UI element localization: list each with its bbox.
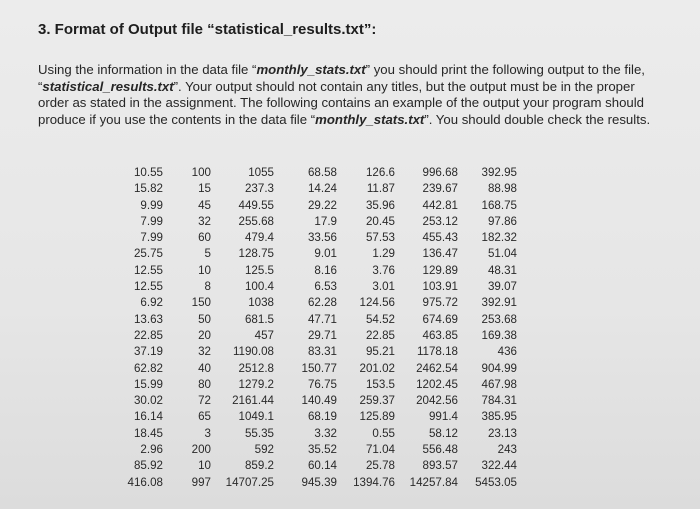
table-cell: 3.76 — [372, 263, 395, 277]
table-cell: 29.71 — [307, 328, 337, 342]
table-cell: 1279.2 — [238, 377, 274, 391]
table-cell: 182.32 — [481, 231, 517, 245]
table-cell: 592 — [254, 443, 274, 457]
table-cell: 436 — [497, 345, 517, 359]
table-cell: 103.91 — [422, 280, 458, 294]
table-row — [100, 344, 517, 360]
table-cell: 35.52 — [307, 443, 337, 457]
table-cell: 12.55 — [133, 280, 163, 294]
table-cell: 1394.76 — [353, 475, 395, 489]
table-cell: 2512.8 — [238, 361, 274, 375]
table-cell: 32 — [198, 345, 211, 359]
table-cell: 6.53 — [314, 280, 337, 294]
input-filename-2: monthly_stats.txt — [315, 111, 425, 127]
table-cell: 15.82 — [133, 182, 163, 196]
table-cell: 168.75 — [481, 198, 517, 212]
table-row — [100, 263, 517, 279]
table-cell: 996.68 — [422, 166, 458, 179]
table-cell: 556.48 — [422, 443, 458, 457]
table-cell: 22.85 — [365, 328, 395, 342]
table-cell: 20.45 — [365, 214, 395, 228]
table-cell: 58.12 — [428, 426, 458, 440]
table-cell: 416.08 — [127, 475, 163, 489]
table-row — [100, 246, 517, 262]
table-cell: 29.22 — [307, 198, 337, 212]
table-cell: 9.99 — [140, 198, 163, 212]
table-cell: 15.99 — [133, 377, 163, 391]
table-cell: 55.35 — [244, 426, 274, 440]
table-cell: 140.49 — [301, 394, 337, 408]
table-cell: 1049.1 — [238, 410, 274, 424]
table-row — [100, 328, 517, 344]
table-cell: 2.96 — [140, 443, 163, 457]
table-cell: 8 — [204, 280, 211, 294]
table-cell: 243 — [497, 443, 517, 457]
table-cell: 30.02 — [133, 394, 163, 408]
table-cell: 60 — [198, 231, 211, 245]
table-cell: 124.56 — [359, 296, 395, 310]
table-cell: 784.31 — [481, 394, 517, 408]
table-row — [100, 312, 517, 328]
table-cell: 442.81 — [422, 198, 458, 212]
table-cell: 7.99 — [140, 231, 163, 245]
table-cell: 129.89 — [422, 263, 458, 277]
table-cell: 6.92 — [140, 296, 163, 310]
table-cell: 71.04 — [365, 443, 395, 457]
table-cell: 95.21 — [365, 345, 395, 359]
table-cell: 14257.84 — [409, 475, 458, 489]
table-row — [100, 361, 517, 377]
table-cell: 10.55 — [133, 166, 163, 179]
table-cell: 126.6 — [365, 166, 395, 179]
table-cell: 40 — [198, 361, 211, 375]
table-cell: 674.69 — [422, 312, 458, 326]
table-cell: 35.96 — [365, 198, 395, 212]
table-cell: 16.14 — [133, 410, 163, 424]
table-cell: 15 — [198, 182, 211, 196]
table-cell: 62.82 — [133, 361, 163, 375]
table-cell: 455.43 — [422, 231, 458, 245]
table-row — [100, 181, 517, 197]
table-cell: 997 — [191, 475, 211, 489]
table-cell: 259.37 — [359, 394, 395, 408]
table-cell: 479.4 — [244, 231, 274, 245]
section-heading: 3. Format of Output file “statistical_results.txt”: — [38, 21, 377, 38]
table-cell: 48.31 — [487, 263, 517, 277]
table-row — [100, 279, 517, 295]
table-cell: 1.29 — [372, 247, 395, 261]
table-cell: 10 — [198, 263, 211, 277]
table-cell: 54.52 — [365, 312, 395, 326]
table-cell: 25.78 — [365, 459, 395, 473]
table-cell: 125.89 — [359, 410, 395, 424]
table-cell: 255.68 — [238, 214, 274, 228]
table-cell: 0.55 — [372, 426, 395, 440]
table-cell: 322.44 — [481, 459, 517, 473]
table-cell: 169.38 — [481, 328, 517, 342]
table-cell: 1038 — [248, 296, 274, 310]
table-row — [100, 409, 517, 425]
output-filename: statistical_results.txt — [42, 78, 174, 94]
table-cell: 5 — [204, 247, 211, 261]
table-cell: 3.32 — [314, 426, 337, 440]
table-row — [100, 393, 517, 409]
table-cell: 10 — [198, 459, 211, 473]
table-cell: 33.56 — [307, 231, 337, 245]
table-cell: 1178.18 — [416, 345, 458, 359]
table-row — [100, 426, 517, 442]
table-cell: 51.04 — [487, 247, 517, 261]
table-cell: 3 — [204, 426, 211, 440]
table-cell: 125.5 — [244, 263, 274, 277]
table-cell: 150 — [191, 296, 211, 310]
table-cell: 136.47 — [422, 247, 458, 261]
table-row — [100, 165, 517, 181]
table-cell: 100.4 — [244, 280, 274, 294]
table-cell: 200 — [191, 443, 211, 457]
table-cell: 83.31 — [307, 345, 337, 359]
table-cell: 85.92 — [133, 459, 163, 473]
table-cell: 80 — [198, 377, 211, 391]
instructions-text-1: Using the information in the data file “ — [38, 62, 257, 77]
table-cell: 8.16 — [314, 263, 337, 277]
table-cell: 17.9 — [314, 214, 337, 228]
table-cell: 201.02 — [359, 361, 395, 375]
table-cell: 9.01 — [314, 247, 337, 261]
table-cell: 945.39 — [301, 475, 337, 489]
table-cell: 893.57 — [422, 459, 458, 473]
table-cell: 1202.45 — [416, 377, 458, 391]
table-cell: 681.5 — [244, 312, 274, 326]
table-row — [100, 198, 517, 214]
results-table — [100, 165, 517, 491]
table-cell: 37.19 — [133, 345, 163, 359]
table-cell: 1190.08 — [232, 345, 274, 359]
table-cell: 47.71 — [307, 312, 337, 326]
table-row — [100, 377, 517, 393]
table-cell: 14.24 — [307, 182, 337, 196]
table-cell: 65 — [198, 410, 211, 424]
output-example-table — [100, 165, 580, 491]
table-cell: 22.85 — [133, 328, 163, 342]
table-cell: 904.99 — [481, 361, 517, 375]
table-cell: 32 — [198, 214, 211, 228]
table-cell: 457 — [254, 328, 274, 342]
table-cell: 392.91 — [481, 296, 517, 310]
table-cell: 62.28 — [307, 296, 337, 310]
table-cell: 11.87 — [366, 182, 395, 196]
table-cell: 253.12 — [422, 214, 458, 228]
table-cell: 449.55 — [238, 198, 274, 212]
table-cell: 463.85 — [422, 328, 458, 342]
table-cell: 50 — [198, 312, 211, 326]
table-cell: 25.75 — [133, 247, 163, 261]
table-cell: 5453.05 — [475, 475, 517, 489]
table-cell: 14707.25 — [225, 475, 274, 489]
table-cell: 88.98 — [487, 182, 517, 196]
table-cell: 467.98 — [481, 377, 517, 391]
table-cell: 239.67 — [422, 182, 458, 196]
table-cell: 859.2 — [244, 459, 274, 473]
instructions-text-4: ”. You should double check the results. — [424, 111, 651, 127]
input-filename-1: monthly_stats.txt — [256, 62, 366, 77]
table-cell: 2042.56 — [416, 394, 458, 408]
table-row — [100, 475, 517, 491]
instructions-text-2: ” you should print the following output to the file, “ — [38, 62, 645, 94]
table-cell: 253.68 — [481, 312, 517, 326]
table-cell: 100 — [191, 166, 211, 179]
table-cell: 60.14 — [307, 459, 337, 473]
instructions-text-3: ”. Your output should not contain any titles, but the output must be in the proper order as stated in the assignment. The following contains an example of the output your program should produce if you use the contents in the data file “ — [38, 78, 645, 127]
table-cell: 991.4 — [428, 410, 458, 424]
table-cell: 13.63 — [133, 312, 163, 326]
table-cell: 7.99 — [140, 214, 163, 228]
table-cell: 2462.54 — [416, 361, 458, 375]
table-cell: 392.95 — [481, 166, 517, 179]
table-row — [100, 230, 517, 246]
table-cell: 237.3 — [244, 182, 274, 196]
table-cell: 68.58 — [307, 166, 337, 179]
table-cell: 20 — [198, 328, 211, 342]
table-row — [100, 442, 517, 458]
instructions-paragraph — [38, 62, 668, 128]
table-cell: 3.01 — [372, 280, 395, 294]
table-cell: 57.53 — [365, 231, 395, 245]
table-cell: 72 — [198, 394, 211, 408]
table-cell: 68.19 — [307, 410, 337, 424]
table-cell: 97.86 — [487, 214, 517, 228]
table-cell: 39.07 — [487, 280, 517, 294]
table-cell: 975.72 — [422, 296, 458, 310]
table-cell: 385.95 — [481, 410, 517, 424]
table-cell: 23.13 — [487, 426, 517, 440]
table-cell: 1055 — [248, 166, 274, 179]
table-row — [100, 214, 517, 230]
table-cell: 45 — [198, 198, 211, 212]
table-cell: 128.75 — [238, 247, 274, 261]
table-cell: 2161.44 — [232, 394, 274, 408]
table-cell: 12.55 — [133, 263, 163, 277]
table-cell: 150.77 — [301, 361, 337, 375]
table-row — [100, 295, 517, 311]
table-cell: 76.75 — [307, 377, 337, 391]
table-row — [100, 458, 517, 474]
table-cell: 18.45 — [133, 426, 163, 440]
table-cell: 153.5 — [365, 377, 395, 391]
